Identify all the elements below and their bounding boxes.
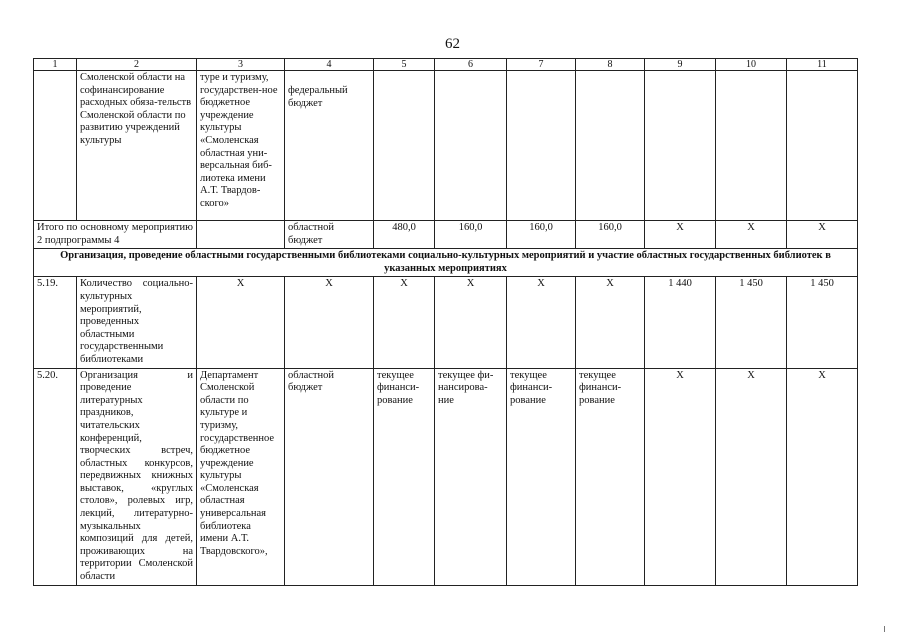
total-value-6: 160,0 bbox=[435, 221, 507, 249]
col-header-3: 3 bbox=[197, 59, 285, 71]
col-header-1: 1 bbox=[34, 59, 77, 71]
col-header-10: 10 bbox=[716, 59, 787, 71]
value-9: 1 440 bbox=[645, 277, 716, 368]
col-header-6: 6 bbox=[435, 59, 507, 71]
col-header-4: 4 bbox=[285, 59, 374, 71]
indicator-name: Количество социально-культурных мероприятий, проведенных областными государственными библиотеками bbox=[77, 277, 197, 368]
total-label: Итого по основному мероприятию 2 подпрограммы 4 bbox=[34, 221, 197, 249]
total-value-11: Х bbox=[787, 221, 858, 249]
total-value-10: Х bbox=[716, 221, 787, 249]
col-header-5: 5 bbox=[374, 59, 435, 71]
value-6: Х bbox=[435, 277, 507, 368]
value-3: Х bbox=[197, 277, 285, 368]
table-row-continuation bbox=[34, 71, 858, 221]
scan-mark bbox=[884, 626, 885, 632]
value-7: Х bbox=[507, 277, 576, 368]
value-8: текущее финанси-рование bbox=[576, 368, 645, 585]
value-5: Х bbox=[374, 277, 435, 368]
total-value-5: 480,0 bbox=[374, 221, 435, 249]
table-row-total bbox=[34, 221, 858, 249]
program-table bbox=[33, 58, 858, 586]
table-row-5-20 bbox=[34, 368, 858, 585]
total-value-8: 160,0 bbox=[576, 221, 645, 249]
col-header-2: 2 bbox=[77, 59, 197, 71]
section-title: Организация, проведение областными государственными библиотеками социально-культурных мероприятий и участие областных государственных библиотек в указанных мероприятиях bbox=[34, 249, 858, 277]
value-11: Х bbox=[787, 368, 858, 585]
value-7: текущее финанси-рование bbox=[507, 368, 576, 585]
row-number: 5.20. bbox=[34, 368, 77, 585]
value-11: 1 450 bbox=[787, 277, 858, 368]
col-header-11: 11 bbox=[787, 59, 858, 71]
cell-executor: туре и туризму, государствен-ное бюджетное учреждение культуры «Смоленская областная уни-версальная биб-лиотека имени А.Т. Твардов-ского» bbox=[197, 71, 285, 221]
section-row bbox=[34, 249, 858, 277]
measure-name: Организация и проведение литературных праздников, читательских конференций, творческих встреч, областных конкурсов, передвижных книжных выставок, «круглых столов», ролевых игр, лекций, литературно-музыкальных композиций для детей, проживающих на территории Смоленской области bbox=[77, 368, 197, 585]
value-10: Х bbox=[716, 368, 787, 585]
col-header-8: 8 bbox=[576, 59, 645, 71]
value-6: текущее фи-нансирова-ние bbox=[435, 368, 507, 585]
page-number: 62 bbox=[445, 36, 460, 52]
executor: Департамент Смоленской области по культуре и туризму, государственное бюджетное учреждение культуры «Смоленская областная универсальная библиотека имени А.Т. Твардовского», bbox=[197, 368, 285, 585]
col-header-7: 7 bbox=[507, 59, 576, 71]
value-4: Х bbox=[285, 277, 374, 368]
funding-source: областной бюджет bbox=[285, 368, 374, 585]
total-value-7: 160,0 bbox=[507, 221, 576, 249]
cell-funding-source: федеральный бюджет bbox=[285, 71, 374, 221]
row-number: 5.19. bbox=[34, 277, 77, 368]
total-funding-source: областной бюджет bbox=[285, 221, 374, 249]
value-5: текущее финанси-рование bbox=[374, 368, 435, 585]
cell-num bbox=[34, 71, 77, 221]
table-row-5-19 bbox=[34, 277, 858, 368]
total-value-9: Х bbox=[645, 221, 716, 249]
value-10: 1 450 bbox=[716, 277, 787, 368]
value-9: Х bbox=[645, 368, 716, 585]
col-header-9: 9 bbox=[645, 59, 716, 71]
cell-measure-name: Смоленской области на софинансирование расходных обяза-тельств Смоленской области по развитию учреждений культуры bbox=[77, 71, 197, 221]
column-number-row bbox=[34, 59, 858, 71]
value-8: Х bbox=[576, 277, 645, 368]
